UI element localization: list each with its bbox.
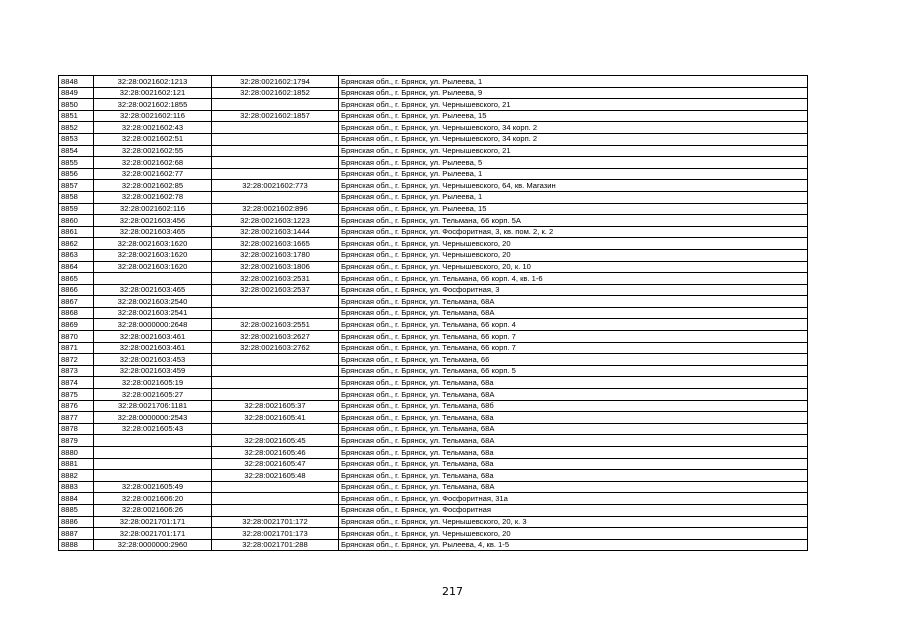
address-cell: Брянская обл., г. Брянск, ул. Рылеева, 1 <box>339 191 808 203</box>
address-cell: Брянская обл., г. Брянск, ул. Тельмана, 66 корп. 4 <box>339 319 808 331</box>
address-cell: Брянская обл., г. Брянск, ул. Рылеева, 5 <box>339 157 808 169</box>
land-cadastral-number-cell: 32:28:0021602:116 <box>94 203 212 215</box>
table-row <box>59 296 808 308</box>
table-row <box>59 389 808 401</box>
row-number-cell: 8857 <box>59 180 94 192</box>
land-cadastral-number-cell: 32:28:0021605:43 <box>94 423 212 435</box>
table-row <box>59 180 808 192</box>
building-cadastral-number-cell: 32:28:0021605:41 <box>212 412 339 424</box>
table-row <box>59 331 808 343</box>
row-number-cell: 8865 <box>59 273 94 285</box>
building-cadastral-number-cell: 32:28:0021701:288 <box>212 539 339 551</box>
address-cell: Брянская обл., г. Брянск, ул. Фосфоритная <box>339 504 808 516</box>
land-cadastral-number-cell: 32:28:0021605:19 <box>94 377 212 389</box>
address-cell: Брянская обл., г. Брянск, ул. Чернышевского, 20 <box>339 249 808 261</box>
row-number-cell: 8859 <box>59 203 94 215</box>
building-cadastral-number-cell: 32:28:0021605:37 <box>212 400 339 412</box>
building-cadastral-number-cell <box>212 389 339 401</box>
address-cell: Брянская обл., г. Брянск, ул. Тельмана, 66 корп. 5 <box>339 365 808 377</box>
table-row <box>59 528 808 540</box>
land-cadastral-number-cell: 32:28:0021603:453 <box>94 354 212 366</box>
land-cadastral-number-cell: 32:28:0021603:1620 <box>94 261 212 273</box>
building-cadastral-number-cell <box>212 122 339 134</box>
table-row <box>59 435 808 447</box>
land-cadastral-number-cell: 32:28:0000000:2960 <box>94 539 212 551</box>
address-cell: Брянская обл., г. Брянск, ул. Чернышевского, 34 корп. 2 <box>339 122 808 134</box>
table-row <box>59 481 808 493</box>
address-cell: Брянская обл., г. Брянск, ул. Тельмана, 68а <box>339 377 808 389</box>
land-cadastral-number-cell: 32:28:0021603:465 <box>94 284 212 296</box>
building-cadastral-number-cell: 32:28:0021603:2537 <box>212 284 339 296</box>
building-cadastral-number-cell: 32:28:0021602:1857 <box>212 110 339 122</box>
row-number-cell: 8850 <box>59 99 94 111</box>
building-cadastral-number-cell: 32:28:0021602:773 <box>212 180 339 192</box>
land-cadastral-number-cell: 32:28:0000000:2543 <box>94 412 212 424</box>
address-cell: Брянская обл., г. Брянск, ул. Рылеева, 4, кв. 1-5 <box>339 539 808 551</box>
table-row <box>59 447 808 459</box>
address-cell: Брянская обл., г. Брянск, ул. Чернышевского, 34 корп. 2 <box>339 133 808 145</box>
land-cadastral-number-cell: 32:28:0021706:1181 <box>94 400 212 412</box>
row-number-cell: 8848 <box>59 76 94 88</box>
address-cell: Брянская обл., г. Брянск, ул. Рылеева, 15 <box>339 110 808 122</box>
land-cadastral-number-cell: 32:28:0021603:1620 <box>94 238 212 250</box>
table-row <box>59 215 808 227</box>
table-row <box>59 493 808 505</box>
address-cell: Брянская обл., г. Брянск, ул. Тельмана, 68А <box>339 435 808 447</box>
table-row <box>59 458 808 470</box>
address-cell: Брянская обл., г. Брянск, ул. Чернышевского, 20, к. 3 <box>339 516 808 528</box>
table-row <box>59 168 808 180</box>
land-cadastral-number-cell <box>94 435 212 447</box>
land-cadastral-number-cell <box>94 470 212 482</box>
building-cadastral-number-cell <box>212 157 339 169</box>
table-row <box>59 249 808 261</box>
address-cell: Брянская обл., г. Брянск, ул. Чернышевского, 21 <box>339 145 808 157</box>
row-number-cell: 8884 <box>59 493 94 505</box>
land-cadastral-number-cell: 32:28:0021602:51 <box>94 133 212 145</box>
row-number-cell: 8869 <box>59 319 94 331</box>
land-cadastral-number-cell: 32:28:0021602:55 <box>94 145 212 157</box>
building-cadastral-number-cell: 32:28:0021605:47 <box>212 458 339 470</box>
building-cadastral-number-cell <box>212 423 339 435</box>
building-cadastral-number-cell: 32:28:0021603:1444 <box>212 226 339 238</box>
row-number-cell: 8883 <box>59 481 94 493</box>
building-cadastral-number-cell <box>212 133 339 145</box>
land-cadastral-number-cell <box>94 273 212 285</box>
row-number-cell: 8867 <box>59 296 94 308</box>
address-cell: Брянская обл., г. Брянск, ул. Тельмана, 66 корп. 5А <box>339 215 808 227</box>
building-cadastral-number-cell: 32:28:0021603:2762 <box>212 342 339 354</box>
table-row <box>59 261 808 273</box>
table-row <box>59 319 808 331</box>
land-cadastral-number-cell: 32:28:0021603:459 <box>94 365 212 377</box>
address-cell: Брянская обл., г. Брянск, ул. Чернышевского, 20, к. 10 <box>339 261 808 273</box>
address-cell: Брянская обл., г. Брянск, ул. Тельмана, 66 <box>339 354 808 366</box>
row-number-cell: 8861 <box>59 226 94 238</box>
building-cadastral-number-cell <box>212 493 339 505</box>
building-cadastral-number-cell: 32:28:0021701:173 <box>212 528 339 540</box>
address-cell: Брянская обл., г. Брянск, ул. Чернышевского, 20 <box>339 528 808 540</box>
table-row <box>59 307 808 319</box>
address-cell: Брянская обл., г. Брянск, ул. Рылеева, 1 <box>339 76 808 88</box>
land-cadastral-number-cell: 32:28:0021602:116 <box>94 110 212 122</box>
land-cadastral-number-cell: 32:28:0021603:456 <box>94 215 212 227</box>
building-cadastral-number-cell: 32:28:0021701:172 <box>212 516 339 528</box>
address-cell: Брянская обл., г. Брянск, ул. Чернышевского, 21 <box>339 99 808 111</box>
address-cell: Брянская обл., г. Брянск, ул. Тельмана, 68А <box>339 389 808 401</box>
row-number-cell: 8870 <box>59 331 94 343</box>
land-cadastral-number-cell <box>94 458 212 470</box>
address-cell: Брянская обл., г. Брянск, ул. Тельмана, 66 корп. 7 <box>339 342 808 354</box>
row-number-cell: 8858 <box>59 191 94 203</box>
building-cadastral-number-cell <box>212 145 339 157</box>
building-cadastral-number-cell <box>212 99 339 111</box>
row-number-cell: 8881 <box>59 458 94 470</box>
row-number-cell: 8854 <box>59 145 94 157</box>
row-number-cell: 8862 <box>59 238 94 250</box>
row-number-cell: 8849 <box>59 87 94 99</box>
building-cadastral-number-cell <box>212 377 339 389</box>
address-cell: Брянская обл., г. Брянск, ул. Тельмана, 68а <box>339 458 808 470</box>
land-cadastral-number-cell: 32:28:0021602:1213 <box>94 76 212 88</box>
land-cadastral-number-cell: 32:28:0021603:465 <box>94 226 212 238</box>
row-number-cell: 8877 <box>59 412 94 424</box>
table-row <box>59 365 808 377</box>
building-cadastral-number-cell <box>212 365 339 377</box>
land-cadastral-number-cell: 32:28:0021701:171 <box>94 528 212 540</box>
row-number-cell: 8866 <box>59 284 94 296</box>
table-row <box>59 145 808 157</box>
row-number-cell: 8887 <box>59 528 94 540</box>
table-row <box>59 133 808 145</box>
land-cadastral-number-cell: 32:28:0021603:461 <box>94 331 212 343</box>
building-cadastral-number-cell <box>212 481 339 493</box>
building-cadastral-number-cell: 32:28:0021603:1223 <box>212 215 339 227</box>
address-cell: Брянская обл., г. Брянск, ул. Тельмана, 66 корп. 4, кв. 1-6 <box>339 273 808 285</box>
address-cell: Брянская обл., г. Брянск, ул. Тельмана, 68а <box>339 447 808 459</box>
row-number-cell: 8875 <box>59 389 94 401</box>
table-row <box>59 273 808 285</box>
address-cell: Брянская обл., г. Брянск, ул. Тельмана, 68А <box>339 307 808 319</box>
table-row <box>59 377 808 389</box>
land-cadastral-number-cell: 32:28:0021603:1620 <box>94 249 212 261</box>
building-cadastral-number-cell: 32:28:0021605:45 <box>212 435 339 447</box>
building-cadastral-number-cell: 32:28:0021602:1794 <box>212 76 339 88</box>
row-number-cell: 8855 <box>59 157 94 169</box>
row-number-cell: 8863 <box>59 249 94 261</box>
land-cadastral-number-cell: 32:28:0021603:461 <box>94 342 212 354</box>
address-cell: Брянская обл., г. Брянск, ул. Тельмана, 66 корп. 7 <box>339 331 808 343</box>
land-cadastral-number-cell: 32:28:0021605:27 <box>94 389 212 401</box>
address-cell: Брянская обл., г. Брянск, ул. Чернышевского, 64, кв. Магазин <box>339 180 808 192</box>
table-row <box>59 157 808 169</box>
land-cadastral-number-cell: 32:28:0021605:49 <box>94 481 212 493</box>
building-cadastral-number-cell: 32:28:0021603:2551 <box>212 319 339 331</box>
land-cadastral-number-cell: 32:28:0021602:85 <box>94 180 212 192</box>
row-number-cell: 8873 <box>59 365 94 377</box>
building-cadastral-number-cell <box>212 504 339 516</box>
building-cadastral-number-cell: 32:28:0021605:46 <box>212 447 339 459</box>
building-cadastral-number-cell: 32:28:0021603:1806 <box>212 261 339 273</box>
land-cadastral-number-cell: 32:28:0021602:43 <box>94 122 212 134</box>
row-number-cell: 8864 <box>59 261 94 273</box>
table-row <box>59 504 808 516</box>
land-cadastral-number-cell: 32:28:0021602:68 <box>94 157 212 169</box>
row-number-cell: 8856 <box>59 168 94 180</box>
registry-table <box>58 75 808 551</box>
land-cadastral-number-cell: 32:28:0021701:171 <box>94 516 212 528</box>
table-row <box>59 284 808 296</box>
table-row <box>59 342 808 354</box>
building-cadastral-number-cell: 32:28:0021603:1780 <box>212 249 339 261</box>
table-row <box>59 110 808 122</box>
table-row <box>59 400 808 412</box>
row-number-cell: 8871 <box>59 342 94 354</box>
row-number-cell: 8878 <box>59 423 94 435</box>
building-cadastral-number-cell <box>212 307 339 319</box>
address-cell: Брянская обл., г. Брянск, ул. Фосфоритная, 31а <box>339 493 808 505</box>
table-row <box>59 203 808 215</box>
land-cadastral-number-cell <box>94 447 212 459</box>
building-cadastral-number-cell <box>212 191 339 203</box>
address-cell: Брянская обл., г. Брянск, ул. Рылеева, 1 <box>339 168 808 180</box>
table-row <box>59 191 808 203</box>
table-row <box>59 76 808 88</box>
address-cell: Брянская обл., г. Брянск, ул. Тельмана, 68а <box>339 412 808 424</box>
address-cell: Брянская обл., г. Брянск, ул. Тельмана, 68А <box>339 423 808 435</box>
table-row <box>59 87 808 99</box>
land-cadastral-number-cell: 32:28:0021602:77 <box>94 168 212 180</box>
land-cadastral-number-cell: 32:28:0000000:2648 <box>94 319 212 331</box>
table-row <box>59 226 808 238</box>
address-cell: Брянская обл., г. Брянск, ул. Рылеева, 15 <box>339 203 808 215</box>
land-cadastral-number-cell: 32:28:0021606:20 <box>94 493 212 505</box>
row-number-cell: 8888 <box>59 539 94 551</box>
land-cadastral-number-cell: 32:28:0021603:2541 <box>94 307 212 319</box>
row-number-cell: 8879 <box>59 435 94 447</box>
address-cell: Брянская обл., г. Брянск, ул. Тельмана, 68а <box>339 470 808 482</box>
row-number-cell: 8886 <box>59 516 94 528</box>
row-number-cell: 8876 <box>59 400 94 412</box>
table-row <box>59 99 808 111</box>
table-row <box>59 354 808 366</box>
table-body <box>59 76 808 551</box>
address-cell: Брянская обл., г. Брянск, ул. Тельмана, 68А <box>339 296 808 308</box>
row-number-cell: 8860 <box>59 215 94 227</box>
table-row <box>59 238 808 250</box>
row-number-cell: 8874 <box>59 377 94 389</box>
row-number-cell: 8852 <box>59 122 94 134</box>
land-cadastral-number-cell: 32:28:0021602:1855 <box>94 99 212 111</box>
address-cell: Брянская обл., г. Брянск, ул. Тельмана, 68б <box>339 400 808 412</box>
row-number-cell: 8872 <box>59 354 94 366</box>
building-cadastral-number-cell <box>212 168 339 180</box>
table-row <box>59 539 808 551</box>
land-cadastral-number-cell: 32:28:0021606:26 <box>94 504 212 516</box>
row-number-cell: 8885 <box>59 504 94 516</box>
row-number-cell: 8882 <box>59 470 94 482</box>
building-cadastral-number-cell: 32:28:0021602:896 <box>212 203 339 215</box>
table-row <box>59 423 808 435</box>
table-row <box>59 516 808 528</box>
address-cell: Брянская обл., г. Брянск, ул. Чернышевского, 20 <box>339 238 808 250</box>
address-cell: Брянская обл., г. Брянск, ул. Рылеева, 9 <box>339 87 808 99</box>
building-cadastral-number-cell: 32:28:0021603:1665 <box>212 238 339 250</box>
row-number-cell: 8853 <box>59 133 94 145</box>
row-number-cell: 8851 <box>59 110 94 122</box>
building-cadastral-number-cell: 32:28:0021602:1852 <box>212 87 339 99</box>
building-cadastral-number-cell: 32:28:0021605:48 <box>212 470 339 482</box>
building-cadastral-number-cell: 32:28:0021603:2627 <box>212 331 339 343</box>
land-cadastral-number-cell: 32:28:0021602:121 <box>94 87 212 99</box>
building-cadastral-number-cell <box>212 354 339 366</box>
table-row <box>59 470 808 482</box>
land-cadastral-number-cell: 32:28:0021603:2540 <box>94 296 212 308</box>
row-number-cell: 8880 <box>59 447 94 459</box>
building-cadastral-number-cell <box>212 296 339 308</box>
table-row <box>59 412 808 424</box>
address-cell: Брянская обл., г. Брянск, ул. Тельмана, 68А <box>339 481 808 493</box>
building-cadastral-number-cell: 32:28:0021603:2531 <box>212 273 339 285</box>
address-cell: Брянская обл., г. Брянск, ул. Фосфоритная, 3 <box>339 284 808 296</box>
address-cell: Брянская обл., г. Брянск, ул. Фосфоритная, 3, кв. пом. 2, к. 2 <box>339 226 808 238</box>
land-cadastral-number-cell: 32:28:0021602:78 <box>94 191 212 203</box>
table-row <box>59 122 808 134</box>
page-number: 217 <box>442 585 463 598</box>
row-number-cell: 8868 <box>59 307 94 319</box>
